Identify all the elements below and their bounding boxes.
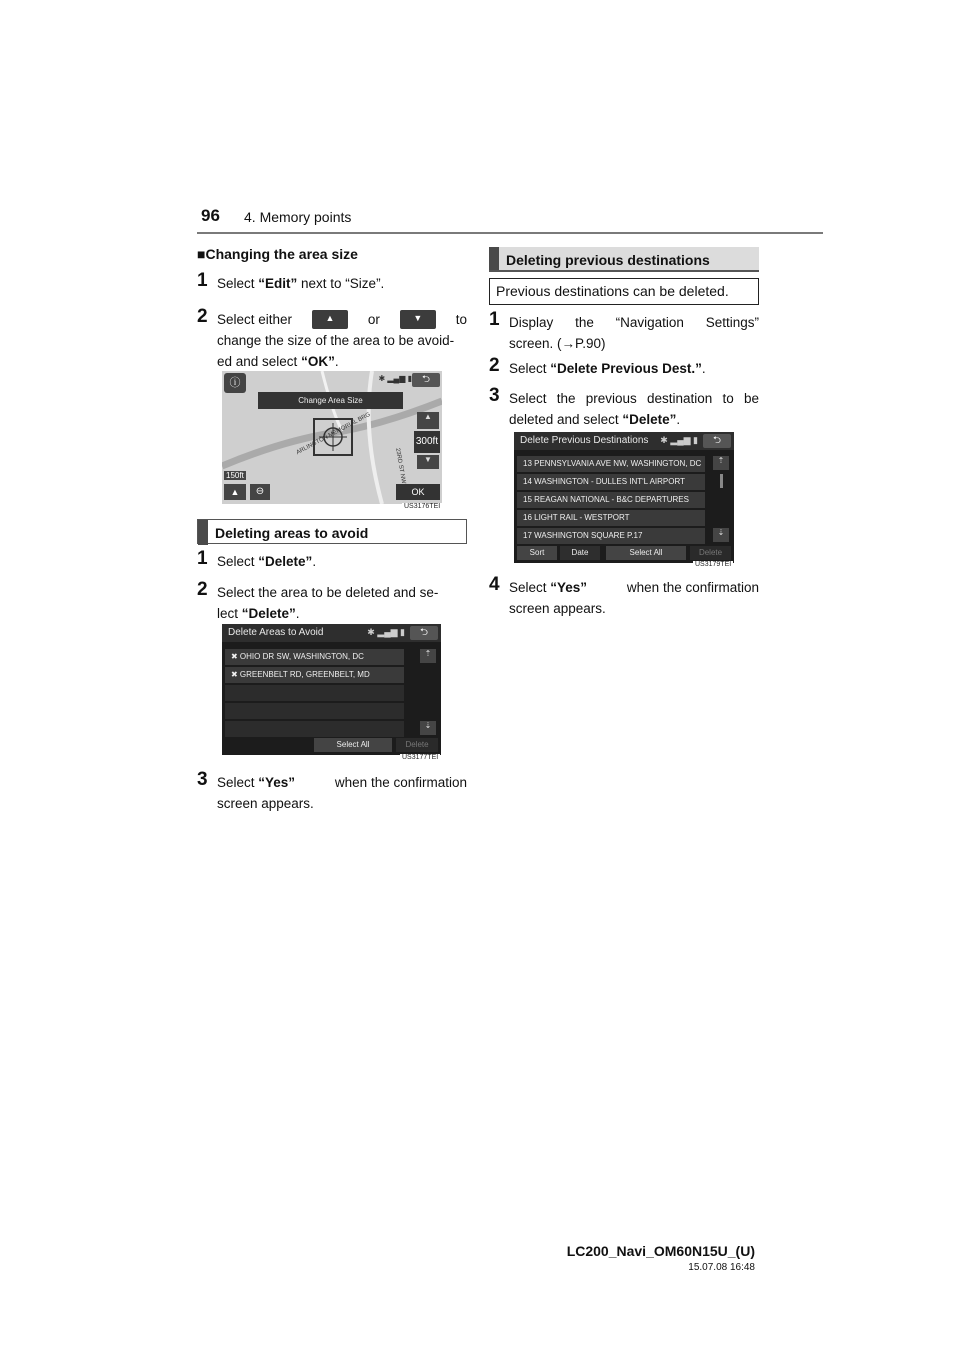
up-arrow-icon: ▲	[312, 310, 348, 329]
back-button[interactable]: ⮌	[410, 626, 438, 640]
step-edit: 1 Select “Edit” next to “Size”.	[197, 270, 385, 291]
list-item[interactable]: 14 WASHINGTON - DULLES INT'L AIRPORT	[517, 474, 705, 490]
list-item[interactable]: 13 PENNSYLVANIA AVE NW, WASHINGTON, DC	[517, 456, 705, 472]
step-select-destination: 3 Select the previous destination to be deleted and select “Delete”.	[489, 385, 759, 427]
back-button[interactable]: ⮌	[412, 373, 440, 387]
list-item[interactable]: 17 WASHINGTON SQUARE P.17	[517, 528, 705, 544]
change-area-size-title: Change Area Size	[258, 392, 403, 409]
list-item[interactable]: ✖ GREENBELT RD, GREENBELT, MD	[225, 667, 404, 683]
step-display-settings: 1 Display the “Navigation Settings” screen. (→P.90)	[489, 309, 759, 351]
list-item	[225, 721, 404, 737]
status-icons: ✱ ▂▄▆ ▮	[660, 435, 698, 445]
list-item[interactable]: ✖ OHIO DR SW, WASHINGTON, DC	[225, 649, 404, 665]
model-code: LC200_Navi_OM60N15U_(U)	[566, 1243, 755, 1259]
step-delete-previous: 2 Select “Delete Previous Dest.”.	[489, 355, 706, 376]
scroll-up-button[interactable]: ⇡	[713, 456, 729, 470]
delete-button[interactable]: Delete	[690, 546, 731, 560]
chapter-title: 4. Memory points	[244, 209, 352, 225]
scroll-down-button[interactable]: ⇣	[420, 721, 436, 735]
map-mode-icon[interactable]: ▲	[224, 484, 246, 500]
sort-button[interactable]: Sort	[517, 546, 557, 560]
delete-button[interactable]: Delete	[396, 738, 438, 752]
intro-box: Previous destinations can be deleted.	[489, 278, 759, 305]
scrollbar[interactable]	[720, 474, 723, 488]
list-item	[225, 685, 404, 701]
size-value: 300ft	[414, 431, 440, 453]
size-down-button[interactable]: ▼	[417, 455, 439, 469]
down-arrow-icon: ▼	[400, 310, 436, 329]
screen-title-bar: Delete Areas to Avoid ✱ ▂▄▆ ▮	[222, 624, 441, 642]
step-confirm-yes: 3 Select “Yes” when the confirmation screen appears.	[197, 769, 467, 811]
ok-button[interactable]: OK	[396, 484, 440, 500]
scale-label: 150ft	[226, 471, 244, 480]
select-all-button[interactable]: Select All	[606, 546, 686, 560]
select-all-button[interactable]: Select All	[314, 738, 392, 752]
figure-code: US3177TEI	[402, 754, 439, 761]
section-underline	[489, 270, 759, 272]
figure-code: US3176TEI	[404, 503, 441, 510]
status-icons: ✱ ▂▄▆ ▮	[367, 627, 405, 637]
back-button[interactable]: ⮌	[703, 434, 731, 448]
list-item[interactable]: 15 REAGAN NATIONAL - B&C DEPARTURES	[517, 492, 705, 508]
step-select-delete: 1 Select “Delete”.	[197, 548, 317, 569]
header-rule	[197, 232, 823, 234]
change-area-size-screen	[222, 371, 442, 504]
info-icon[interactable]: ⓘ	[224, 373, 246, 393]
list-item	[225, 703, 404, 719]
step-change-size: 2 Select either ▲ or ▼ to change the size of the area to be avoid- ed and select “OK”.	[197, 306, 467, 369]
page-number: 96	[201, 206, 220, 225]
section-header-destinations: Deleting previous destinations	[489, 247, 759, 272]
road-label: ARLINGTON MEMORIAL BRG	[295, 411, 372, 457]
screen-title-bar: Delete Previous Destinations ✱ ▂▄▆ ▮	[514, 432, 734, 450]
delete-previous-destinations-screen	[514, 432, 734, 563]
status-icons: ✱ ▂▄▆ ▮	[378, 374, 412, 383]
zoom-out-button[interactable]: ⊖	[250, 484, 270, 500]
step-select-area: 2 Select the area to be deleted and se- lect “Delete”.	[197, 579, 439, 621]
timestamp: 15.07.08 16:48	[688, 1262, 755, 1273]
scroll-down-button[interactable]: ⇣	[713, 528, 729, 542]
step-confirm-yes-right: 4 Select “Yes” when the confirmation screen appears.	[489, 574, 759, 616]
scroll-up-button[interactable]: ⇡	[420, 649, 436, 663]
figure-code: US3179TEI	[695, 561, 732, 568]
list-item[interactable]: 16 LIGHT RAIL - WESTPORT	[517, 510, 705, 526]
delete-areas-screen	[222, 624, 441, 755]
subheading-area-size: ■Changing the area size	[197, 246, 358, 262]
section-header-areas: Deleting areas to avoid	[197, 519, 467, 544]
date-button[interactable]: Date	[560, 546, 600, 560]
road-label: 23RD ST NW	[394, 447, 407, 485]
size-up-button[interactable]: ▲	[417, 412, 439, 429]
